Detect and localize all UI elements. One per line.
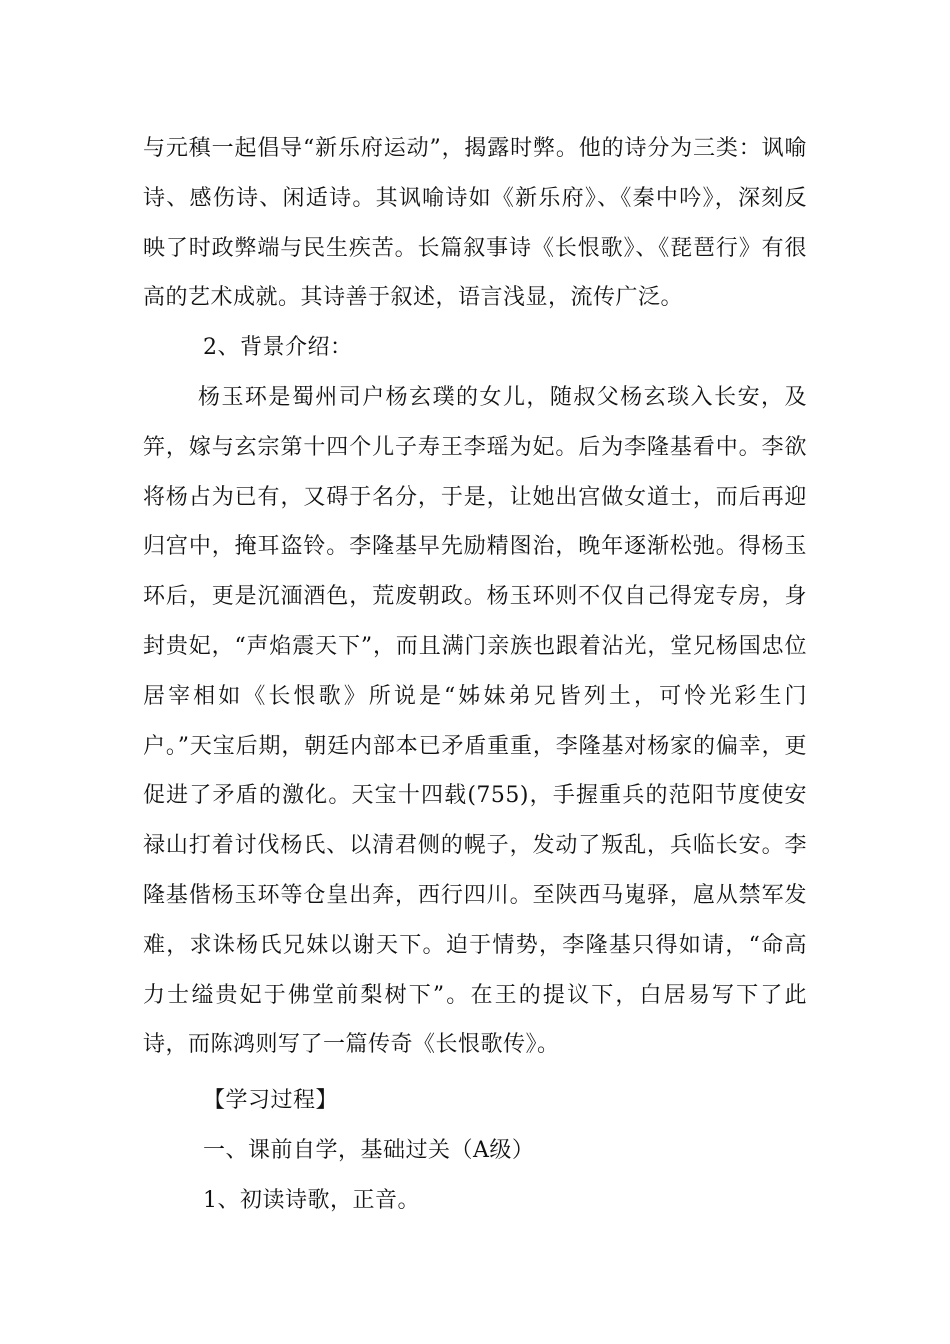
self-study-heading: 一、课前自学，基础过关（A级） xyxy=(203,1137,535,1163)
first-reading-item: 1、初读诗歌，正音。 xyxy=(203,1187,420,1213)
background-paragraph: 杨玉环是蜀州司户杨玄璞的女儿，随叔父杨玄琰入长安，及笄，嫁与玄宗第十四个儿子寿王李瑶为妃。后为李隆基看中。李欲将杨占为已有，又碍于名分，于是，让她出宫做女道士，而后再迎归宫中，掩耳盗铃。李隆基早先励精图治，晚年逐渐松弛。得杨玉环后，更是沉湎酒色，荒废朝政。杨玉环则不仅自己得宠专房，身封贵妃，“声焰震天下”，而且满门亲族也跟着沾光，堂兄杨国忠位居宰相如《长恨歌》所说是“姊妹弟兄皆列土，可怜光彩生门户。”天宝后期，朝廷内部本已矛盾重重，李隆基对杨家的偏幸，更促进了矛盾的激化。天宝十四载(755)，手握重兵的范阳节度使安禄山打着讨伐杨氏、以清君侧的幌子，发动了叛乱，兵临长安。李隆基偕杨玉环等仓皇出奔，西行四川。至陕西马嵬驿，扈从禁军发难，求诛杨氏兄妹以谢天下。迫于情势，李隆基只得如请，“命高力士缢贵妃于佛堂前梨树下”。在王的提议下，白居易写下了此诗，而陈鸿则写了一篇传奇《长恨歌传》。 xyxy=(143,384,807,1058)
learning-process-heading: 【学习过程】 xyxy=(203,1088,339,1114)
document-page xyxy=(143,124,807,1226)
author-intro-paragraph: 与元稹一起倡导“新乐府运动”，揭露时弊。他的诗分为三类：讽喻诗、感伤诗、闲适诗。其讽喻诗如《新乐府》、《秦中吟》，深刻反映了时政弊端与民生疾苦。长篇叙事诗《长恨歌》、《琵琶行》有很高的艺术成就。其诗善于叙述，语言浅显，流传广泛。 xyxy=(143,136,807,311)
background-heading: 2、背景介绍： xyxy=(203,335,353,361)
